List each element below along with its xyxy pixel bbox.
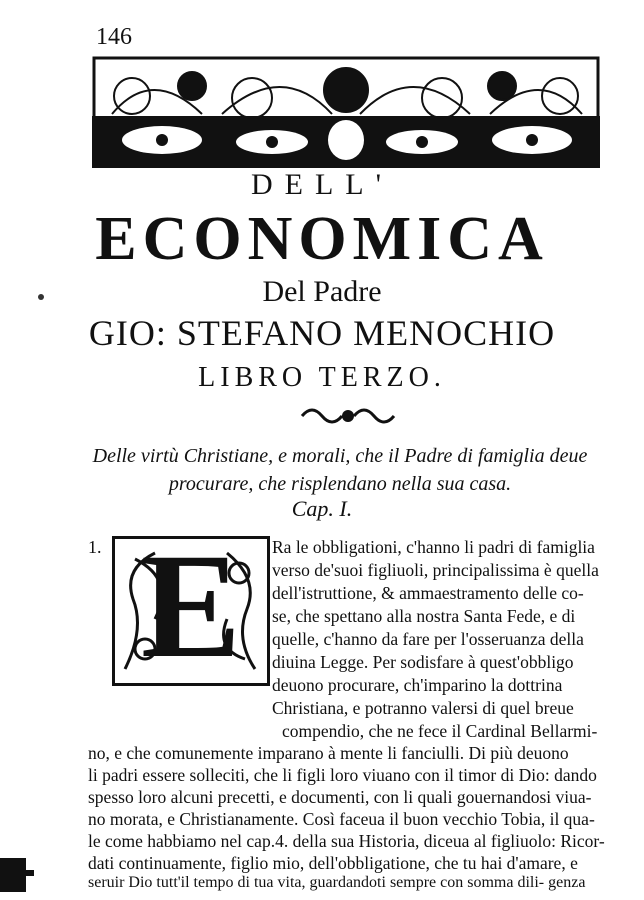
chapter-heading: Cap. I.: [291, 496, 353, 521]
text-line: spesso loro alcuni precetti, e documenti, con li quali gouernandosi viua-: [88, 787, 592, 807]
text-line: no morata, e Christianamente. Così faceua il buon vecchio Tobia, il qua-: [88, 809, 595, 829]
rubric-line-2: procurare, che risplendano nella sua casa.: [168, 473, 512, 495]
text-line: le come habbiamo nel cap.4. della sua Historia, diceua al figliuolo: Ricor-: [88, 831, 605, 851]
text-line: no, e che comunemente imparano à mente li fanciulli. Di più deuono: [88, 743, 569, 763]
paragraph-number: 1.: [88, 537, 102, 557]
ink-speck-icon: [36, 292, 46, 302]
text-line: li padri essere solleciti, che li figli loro viuano con il timor di Dio: dando: [88, 765, 597, 785]
decorated-initial: [112, 523, 270, 689]
fleuron-ornament: [298, 402, 398, 430]
text-line: se, che spettano alla nostra Santa Fede, e di: [272, 606, 576, 626]
chapter-rubric: [80, 442, 600, 498]
text-line: seruir Dio tutt'il tempo di tua vita, guardandoti sempre con somma dili- genza: [88, 874, 586, 891]
text-line: diuina Legge. Per sodisfare à quest'obbligo: [272, 652, 574, 672]
text-line: dell'istruttione, & ammaestramento delle co-: [272, 583, 584, 603]
title-prefix: DELL': [250, 168, 394, 201]
drop-cap-letter: E: [140, 523, 242, 689]
author-intro: Del Padre: [262, 275, 382, 308]
text-line: quelle, c'hanno da fare per l'osseruanza della: [272, 629, 584, 649]
text-line: compendio, che ne fece il Cardinal Bellarmi-: [282, 721, 598, 741]
book-number: LIBRO TERZO.: [198, 362, 446, 393]
rubric-line-1: Delle virtù Christiane, e morali, che il Padre di famiglia deue: [92, 445, 588, 467]
page-title: ECONOMICA: [95, 205, 549, 273]
page-edge-mark: [0, 870, 34, 876]
text-line: deuono procurare, ch'imparino la dottrina: [272, 675, 563, 695]
text-line: verso de'suoi figliuoli, principalissima è quella: [272, 560, 599, 580]
page-number: 146: [96, 24, 132, 50]
text-line: Christiana, e potranno valersi di quel breue: [272, 698, 574, 718]
author-name: GIO: STEFANO MENOCHIO: [88, 313, 556, 353]
text-line: Ra le obbligationi, c'hanno li padri di famiglia: [272, 537, 595, 557]
text-line: dati continuamente, figlio mio, dell'obbligatione, che tu hai d'amare, e: [88, 853, 578, 873]
decorative-headpiece: [92, 56, 600, 168]
